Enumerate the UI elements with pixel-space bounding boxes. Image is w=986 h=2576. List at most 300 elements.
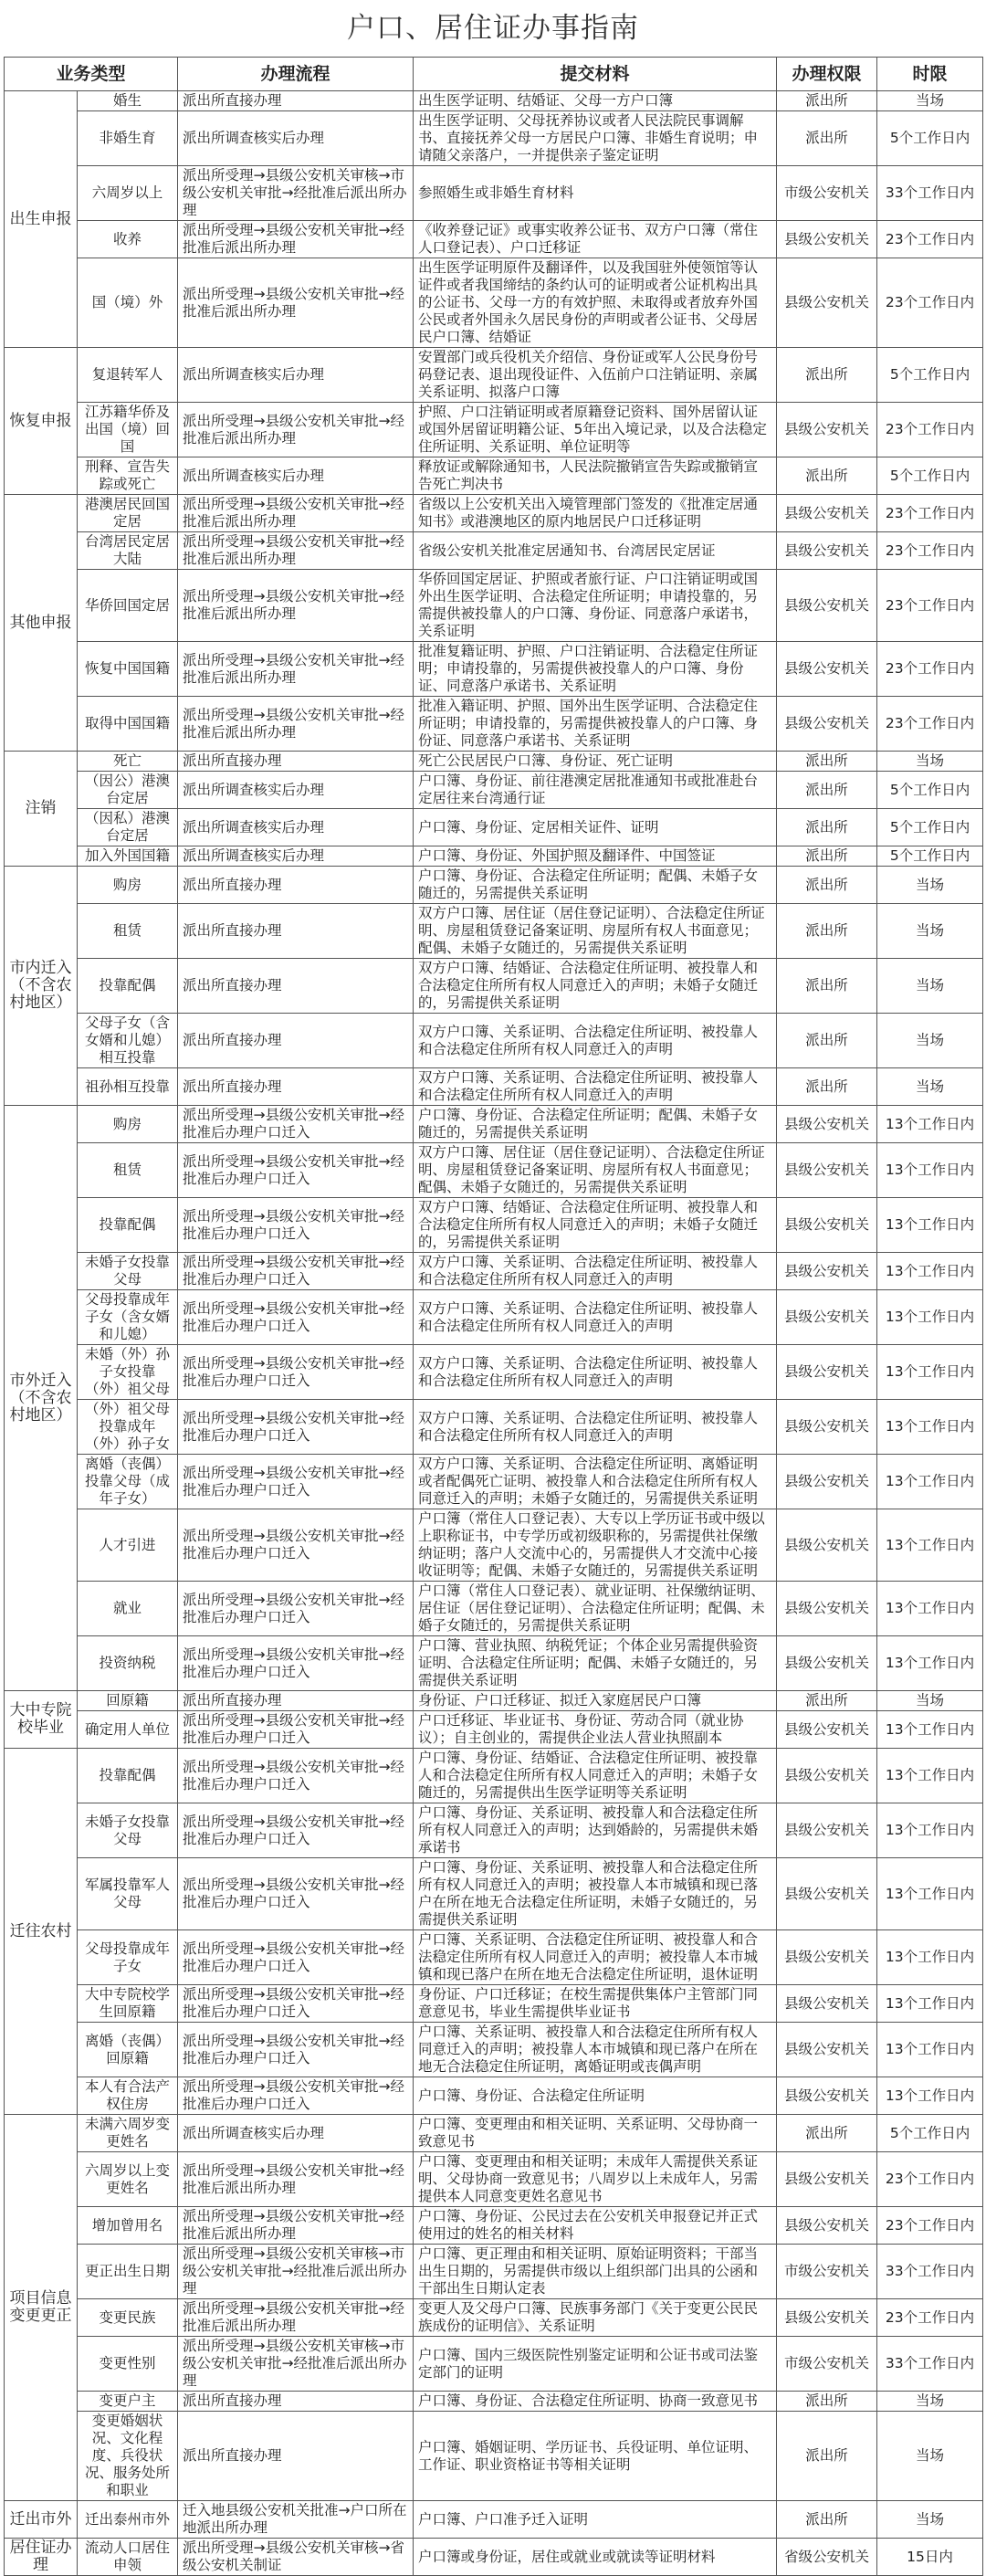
category-cell: 居住证办理 [5,2539,78,2576]
process-cell: 派出所受理→县级公安机关审批→经批准后办理户口迁入 [178,2077,414,2115]
materials-cell: 出生医学证明、结婚证、父母一方户口簿 [414,91,777,111]
process-cell: 派出所调查核实后办理 [178,772,414,809]
process-cell: 派出所直接办理 [178,91,414,111]
type-cell: 军属投靠军人父母 [78,1858,178,1930]
materials-cell: 户口迁移证、毕业证书、身份证、劳动合同（就业协议）；自主创业的，需提供企业法人营业执照副本 [414,1711,777,1749]
type-cell: 六周岁以上 [78,166,178,221]
process-cell: 派出所受理→县级公安机关审批→经批准后派出所办理 [178,570,414,642]
materials-cell: 户口簿、身份证、合法稳定住所证明 [414,2077,777,2115]
materials-cell: 双方户口簿、关系证明、合法稳定住所证明、被投靠人和合法稳定住所所有权人同意迁入的声明 [414,1290,777,1345]
process-cell: 派出所受理→县级公安机关审核→市级公安机关审批→经批准后派出所办理 [178,166,414,221]
materials-cell: 户口簿、身份证、合法稳定住所证明；配偶、未婚子女随迁的，另需提供关系证明 [414,1106,777,1143]
materials-cell: 双方户口簿、关系证明、合法稳定住所证明、被投靠人和合法稳定住所所有权人同意迁入的声明 [414,1400,777,1455]
materials-cell: 户口簿、身份证、外国护照及翻译件、中国签证 [414,846,777,867]
type-cell: 确定用人单位 [78,1711,178,1749]
authority-cell: 县级公安机关 [777,642,877,697]
materials-cell: 批准复籍证明、护照、户口注销证明、合法稳定住所证明；申请投靠的，另需提供被投靠人的户口簿、身份证、同意落户承诺书、关系证明 [414,642,777,697]
authority-cell: 县级公安机关 [777,2207,877,2245]
authority-cell: 派出所 [777,809,877,846]
table-row [5,221,983,258]
table-row [5,1068,983,1106]
type-cell: 迁出泰州市外 [78,2501,178,2539]
authority-cell: 市级公安机关 [777,166,877,221]
process-cell: 派出所受理→县级公安机关审批→经批准后办理户口迁入 [178,1345,414,1400]
table-row [5,91,983,111]
table-row [5,2152,983,2207]
process-cell: 派出所直接办理 [178,867,414,904]
time-limit-cell: 当场 [877,867,983,904]
materials-cell: 身份证、户口迁移证；在校生需提供集体户主管部门同意意见书，毕业生需提供毕业证书 [414,1985,777,2023]
table-row [5,772,983,809]
type-cell: 变更婚姻状况、文化程度、兵役状况、服务处所和职业 [78,2412,178,2501]
type-cell: （外）祖父母投靠成年（外）孙子女 [78,1400,178,1455]
time-limit-cell: 13个工作日内 [877,1198,983,1253]
materials-cell: 安置部门或兵役机关介绍信、身份证或军人公民身份号码登记表、退出现役证件、入伍前户口注销证明、亲属关系证明、拟落户口簿 [414,348,777,403]
type-cell: 父母投靠成年子女（含女婿和儿媳） [78,1290,178,1345]
materials-cell: 户口簿（常住人口登记表）、大专以上学历证书或中级以上职称证书，中专学历或初级职称的，另需提供社保缴纳证明；落户人交流中心的，另需提供人才交流中心接收证明等；配偶、未婚子女随迁的，另需提供关系证明 [414,1509,777,1582]
materials-cell: 双方户口簿、居住证（居住登记证明）、合法稳定住所证明、房屋租赁登记备案证明、房屋所有权人书面意见；配偶、未婚子女随迁的，另需提供关系证明 [414,904,777,959]
authority-cell: 县级公安机关 [777,1749,877,1803]
table-row [5,570,983,642]
table-row [5,1858,983,1930]
table-body [5,91,983,2576]
type-cell: 台湾居民定居大陆 [78,532,178,570]
authority-cell: 县级公安机关 [777,403,877,457]
materials-cell: 释放证或解除通知书，人民法院撤销宣告失踪或撤销宣告死亡判决书 [414,457,777,495]
materials-cell: 户口簿、身份证、合法稳定住所证明；配偶、未婚子女随迁的，另需提供关系证明 [414,867,777,904]
materials-cell: 户口簿、营业执照、纳税凭证；个体企业另需提供验资证明、合法稳定住所证明；配偶、未婚子女随迁的，另需提供关系证明 [414,1636,777,1691]
authority-cell: 县级公安机关 [777,2023,877,2077]
table-row [5,495,983,532]
type-cell: 未满六周岁变更姓名 [78,2115,178,2152]
materials-cell: 户口簿、身份证、合法稳定住所证明、协商一致意见书 [414,2392,777,2412]
table-row [5,532,983,570]
materials-cell: 户口簿、变更理由和相关证明、关系证明、父母协商一致意见书 [414,2115,777,2152]
authority-cell: 县级公安机关 [777,1509,877,1582]
process-cell: 派出所直接办理 [178,2392,414,2412]
type-cell: 大中专院校学生回原籍 [78,1985,178,2023]
time-limit-cell: 13个工作日内 [877,1711,983,1749]
table-row [5,1106,983,1143]
authority-cell: 县级公安机关 [777,495,877,532]
category-cell: 迁往农村 [5,1749,78,2115]
process-cell: 派出所受理→县级公安机关审批→经批准后办理户口迁入 [178,1253,414,1290]
time-limit-cell: 13个工作日内 [877,1582,983,1636]
materials-cell: 户口簿、国内三级医院性别鉴定证明和公证书或司法鉴定部门的证明 [414,2337,777,2392]
type-cell: 更正出生日期 [78,2245,178,2299]
process-cell: 派出所受理→县级公安机关审批→经批准后办理户口迁入 [178,1106,414,1143]
header-materials: 提交材料 [414,58,777,91]
type-cell: （因私）港澳台定居 [78,809,178,846]
category-cell: 迁出市外 [5,2501,78,2539]
type-cell: 购房 [78,1106,178,1143]
process-cell: 派出所受理→县级公安机关审核→市级公安机关审批→经批准后派出所办理 [178,2337,414,2392]
time-limit-cell: 当场 [877,904,983,959]
authority-cell: 县级公安机关 [777,1803,877,1858]
category-cell: 出生申报 [5,91,78,348]
materials-cell: 户口簿、婚姻证明、学历证书、兵役证明、单位证明、工作证、职业资格证书等相关证明 [414,2412,777,2501]
materials-cell: 户口簿、更正理由和相关证明、原始证明资料；干部当出生日期的，另需提供市级以上组织部门出具的公函和干部出生日期认定表 [414,2245,777,2299]
time-limit-cell: 13个工作日内 [877,1803,983,1858]
header-time-limit: 时限 [877,58,983,91]
header-row [5,58,983,91]
time-limit-cell: 23个工作日内 [877,495,983,532]
materials-cell: 出生医学证明、父母抚养协议或者人民法院民事调解书、直接抚养父母一方居民户口簿、非婚生育说明；申请随父亲落户，一并提供亲子鉴定证明 [414,111,777,166]
authority-cell: 县级公安机关 [777,2077,877,2115]
process-cell: 派出所受理→县级公安机关审批→经批准后办理户口迁入 [178,1198,414,1253]
process-cell: 派出所直接办理 [178,752,414,772]
process-cell: 派出所受理→县级公安机关审批→经批准后办理户口迁入 [178,2023,414,2077]
time-limit-cell: 23个工作日内 [877,2207,983,2245]
materials-cell: 变更人及父母户口簿、民族事务部门《关于变更公民民族成份的证明信》、关系证明 [414,2299,777,2337]
type-cell: 收养 [78,221,178,258]
type-cell: 投靠配偶 [78,1198,178,1253]
time-limit-cell: 当场 [877,91,983,111]
process-cell: 派出所调查核实后办理 [178,111,414,166]
type-cell: 变更户主 [78,2392,178,2412]
time-limit-cell: 23个工作日内 [877,403,983,457]
time-limit-cell: 23个工作日内 [877,697,983,752]
process-cell: 派出所调查核实后办理 [178,348,414,403]
table-row [5,2392,983,2412]
type-cell: 本人有合法产权住房 [78,2077,178,2115]
materials-cell: 户口簿、关系证明、被投靠人和合法稳定住所所有权人同意迁入的声明；被投靠人本市城镇和现已落户在所在地无合法稳定住所证明，离婚证明或丧偶声明 [414,2023,777,2077]
table-row [5,1253,983,1290]
time-limit-cell: 23个工作日内 [877,532,983,570]
process-cell: 派出所受理→县级公安机关审批→经批准后派出所办理 [178,403,414,457]
authority-cell: 派出所 [777,2392,877,2412]
time-limit-cell: 13个工作日内 [877,1636,983,1691]
process-cell: 派出所受理→县级公安机关审批→经批准后办理户口迁入 [178,1455,414,1509]
authority-cell: 派出所 [777,752,877,772]
table-row [5,1985,983,2023]
table-row [5,867,983,904]
authority-cell: 市级公安机关 [777,2245,877,2299]
materials-cell: 华侨回国定居证、护照或者旅行证、户口注销证明或国外出生医学证明、合法稳定住所证明；申请投靠的，另需提供被投靠人的户口簿、身份证、同意落户承诺书，关系证明 [414,570,777,642]
table-row [5,2299,983,2337]
type-cell: 刑释、宣告失踪或死亡 [78,457,178,495]
table-row [5,846,983,867]
time-limit-cell: 13个工作日内 [877,1253,983,1290]
materials-cell: 出生医学证明原件及翻译件，以及我国驻外使领馆等认证件或者我国缔结的条约认可的证明或者公证机构出具的公证书、父母一方的有效护照、未取得或者放弃外国公民或者外国永久居民身份的声明或者公证书、父母居民户口簿、结婚证 [414,258,777,348]
time-limit-cell: 13个工作日内 [877,1985,983,2023]
time-limit-cell: 当场 [877,2392,983,2412]
category-cell: 恢复申报 [5,348,78,495]
process-cell: 派出所受理→县级公安机关审批→经批准后办理户口迁入 [178,1509,414,1582]
process-cell: 派出所调查核实后办理 [178,457,414,495]
process-cell: 派出所受理→县级公安机关审批→经批准后派出所办理 [178,532,414,570]
process-cell: 派出所受理→县级公安机关审核→市级公安机关审批→经批准后派出所办理 [178,2245,414,2299]
time-limit-cell: 13个工作日内 [877,2023,983,2077]
page-title: 户口、居住证办事指南 [347,12,639,45]
process-cell: 派出所受理→县级公安机关审批→经批准后办理户口迁入 [178,1400,414,1455]
process-cell: 派出所受理→县级公安机关审批→经批准后办理户口迁入 [178,1930,414,1985]
materials-cell: 户口簿、关系证明、合法稳定住所证明、被投靠人和合法稳定住所所有权人同意迁入的声明；被投靠人本市城镇和现已落户在所在地无合法稳定住所证明，退休证明 [414,1930,777,1985]
process-cell: 派出所受理→县级公安机关审批→经批准后办理户口迁入 [178,1858,414,1930]
materials-cell: 双方户口簿、结婚证、合法稳定住所证明、被投靠人和合法稳定住所所有权人同意迁入的声明；未婚子女随迁的，另需提供关系证明 [414,1198,777,1253]
materials-cell: 户口簿、身份证、定居相关证件、证明 [414,809,777,846]
time-limit-cell: 13个工作日内 [877,2077,983,2115]
time-limit-cell: 33个工作日内 [877,2245,983,2299]
authority-cell: 县级公安机关 [777,1930,877,1985]
table-row [5,166,983,221]
materials-cell: 户口簿或身份证，居住或就业或就读等证明材料 [414,2539,777,2576]
materials-cell: 户口簿、身份证、关系证明、被投靠人和合法稳定住所所有权人同意迁入的声明；达到婚龄的，另需提供未婚承诺书 [414,1803,777,1858]
time-limit-cell: 15日内 [877,2539,983,2576]
type-cell: 离婚（丧偶）回原籍 [78,2023,178,2077]
process-cell: 派出所受理→县级公安机关审核→省级公安机关制证 [178,2539,414,2576]
materials-cell: 户口簿、变更理由和相关证明；未成年人需提供关系证明、父母协商一致意见书；八周岁以上未成年人，另需提供本人同意变更姓名意见书 [414,2152,777,2207]
table-row [5,2539,983,2576]
type-cell: 增加曾用名 [78,2207,178,2245]
process-cell: 派出所调查核实后办理 [178,2115,414,2152]
type-cell: 加入外国国籍 [78,846,178,867]
authority-cell: 派出所 [777,457,877,495]
time-limit-cell: 13个工作日内 [877,1858,983,1930]
materials-cell: 户口簿、身份证、结婚证、合法稳定住所证明、被投靠人和合法稳定住所所有权人同意迁入的声明；未婚子女随迁的，另需提供出生医学证明等关系证明 [414,1749,777,1803]
time-limit-cell: 13个工作日内 [877,1345,983,1400]
process-cell: 派出所受理→县级公安机关审批→经批准后派出所办理 [178,642,414,697]
table-row [5,2023,983,2077]
type-cell: 流动人口居住申领 [78,2539,178,2576]
materials-cell: 身份证、户口迁移证、拟迁入家庭居民户口簿 [414,1691,777,1711]
table-row [5,1636,983,1691]
table-row [5,1711,983,1749]
type-cell: 死亡 [78,752,178,772]
authority-cell: 县级公安机关 [777,1198,877,1253]
process-cell: 派出所受理→县级公安机关审批→经批准后办理户口迁入 [178,1290,414,1345]
materials-cell: 户口簿、身份证、前往港澳定居批准通知书或批准赴台定居往来台湾通行证 [414,772,777,809]
authority-cell: 派出所 [777,1691,877,1711]
materials-cell: 省级以上公安机关出入境管理部门签发的《批准定居通知书》或港澳地区的原内地居民户口迁移证明 [414,495,777,532]
type-cell: 江苏籍华侨及出国（境）回国 [78,403,178,457]
type-cell: 六周岁以上变更姓名 [78,2152,178,2207]
time-limit-cell: 5个工作日内 [877,457,983,495]
type-cell: 复退转军人 [78,348,178,403]
table-row [5,457,983,495]
header-authority: 办理权限 [777,58,877,91]
authority-cell: 县级公安机关 [777,697,877,752]
process-cell: 派出所调查核实后办理 [178,809,414,846]
process-cell: 派出所直接办理 [178,1068,414,1106]
type-cell: 租赁 [78,1143,178,1198]
authority-cell: 县级公安机关 [777,1345,877,1400]
table-row [5,1803,983,1858]
type-cell: 父母投靠成年子女 [78,1930,178,1985]
type-cell: 购房 [78,867,178,904]
authority-cell: 县级公安机关 [777,1455,877,1509]
time-limit-cell: 当场 [877,959,983,1014]
table-row [5,752,983,772]
type-cell: 未婚子女投靠父母 [78,1253,178,1290]
time-limit-cell: 当场 [877,2412,983,2501]
authority-cell: 县级公安机关 [777,2152,877,2207]
materials-cell: 《收养登记证》或事实收养公证书、双方户口簿（常住人口登记表）、户口迁移证 [414,221,777,258]
authority-cell: 派出所 [777,111,877,166]
type-cell: 投靠配偶 [78,1749,178,1803]
category-cell: 注销 [5,752,78,867]
materials-cell: 省级公安机关批准定居通知书、台湾居民定居证 [414,532,777,570]
table-row [5,258,983,348]
time-limit-cell: 5个工作日内 [877,111,983,166]
authority-cell: 派出所 [777,1068,877,1106]
type-cell: 租赁 [78,904,178,959]
type-cell: 未婚（外）孙子女投靠（外）祖父母 [78,1345,178,1400]
authority-cell: 派出所 [777,348,877,403]
table-row [5,1509,983,1582]
time-limit-cell: 23个工作日内 [877,258,983,348]
materials-cell: 双方户口簿、关系证明、合法稳定住所证明、被投靠人和合法稳定住所所有权人同意迁入的声明 [414,1253,777,1290]
process-cell: 派出所受理→县级公安机关审批→经批准后办理户口迁入 [178,1985,414,2023]
materials-cell: 双方户口簿、居住证（居住登记证明）、合法稳定住所证明、房屋租赁登记备案证明、房屋所有权人书面意见；配偶、未婚子女随迁的，另需提供关系证明 [414,1143,777,1198]
process-cell: 派出所直接办理 [178,1014,414,1068]
time-limit-cell: 13个工作日内 [877,1509,983,1582]
type-cell: 回原籍 [78,1691,178,1711]
table-row [5,904,983,959]
authority-cell: 派出所 [777,1014,877,1068]
authority-cell: 派出所 [777,904,877,959]
authority-cell: 派出所 [777,2501,877,2539]
type-cell: （因公）港澳台定居 [78,772,178,809]
materials-cell: 双方户口簿、关系证明、合法稳定住所证明、被投靠人和合法稳定住所所有权人同意迁入的声明 [414,1345,777,1400]
type-cell: 国（境）外 [78,258,178,348]
type-cell: 就业 [78,1582,178,1636]
authority-cell: 县级公安机关 [777,1143,877,1198]
authority-cell: 县级公安机关 [777,221,877,258]
table-row [5,2412,983,2501]
authority-cell: 县级公安机关 [777,1858,877,1930]
table-row [5,1582,983,1636]
time-limit-cell: 当场 [877,1068,983,1106]
process-cell: 派出所受理→县级公安机关审批→经批准后派出所办理 [178,697,414,752]
authority-cell: 省级公安机关 [777,2539,877,2576]
category-cell: 市外迁入（不含农村地区） [5,1106,78,1691]
table-row [5,2207,983,2245]
table-row [5,2115,983,2152]
authority-cell: 县级公安机关 [777,1290,877,1345]
materials-cell: 户口簿、身份证、公民过去在公安机关申报登记并正式使用过的姓名的相关材料 [414,2207,777,2245]
category-cell: 市内迁入（不含农村地区） [5,867,78,1106]
authority-cell: 派出所 [777,2115,877,2152]
process-cell: 派出所调查核实后办理 [178,846,414,867]
table-row [5,1691,983,1711]
table-row [5,1400,983,1455]
table-row [5,403,983,457]
materials-cell: 双方户口簿、结婚证、合法稳定住所证明、被投靠人和合法稳定住所所有权人同意迁入的声明；未婚子女随迁的，另需提供关系证明 [414,959,777,1014]
type-cell: 婚生 [78,91,178,111]
time-limit-cell: 5个工作日内 [877,2115,983,2152]
table-row [5,697,983,752]
guide-table [4,57,983,2576]
time-limit-cell: 当场 [877,1691,983,1711]
time-limit-cell: 33个工作日内 [877,166,983,221]
process-cell: 派出所受理→县级公安机关审批→经批准后办理户口迁入 [178,1143,414,1198]
table-row [5,2501,983,2539]
time-limit-cell: 23个工作日内 [877,642,983,697]
time-limit-cell: 5个工作日内 [877,809,983,846]
table-row [5,2245,983,2299]
category-cell: 项目信息变更更正 [5,2115,78,2501]
authority-cell: 县级公安机关 [777,1985,877,2023]
materials-cell: 双方户口簿、关系证明、合法稳定住所证明、离婚证明或者配偶死亡证明、被投靠人和合法稳定住所所有权人同意迁入的声明；未婚子女随迁的，另需提供关系证明 [414,1455,777,1509]
time-limit-cell: 23个工作日内 [877,570,983,642]
process-cell: 派出所受理→县级公安机关审批→经批准后办理户口迁入 [178,1636,414,1691]
table-row [5,1930,983,1985]
type-cell: 变更性别 [78,2337,178,2392]
time-limit-cell: 23个工作日内 [877,2152,983,2207]
type-cell: 投资纳税 [78,1636,178,1691]
process-cell: 派出所直接办理 [178,959,414,1014]
materials-cell: 双方户口簿、关系证明、合法稳定住所证明、被投靠人和合法稳定住所所有权人同意迁入的声明 [414,1068,777,1106]
authority-cell: 县级公安机关 [777,570,877,642]
time-limit-cell: 13个工作日内 [877,1455,983,1509]
process-cell: 派出所直接办理 [178,1691,414,1711]
materials-cell: 户口簿（常住人口登记表）、就业证明、社保缴纳证明、居住证（居住登记证明）、合法稳定住所证明；配偶、未婚子女随迁的，另需提供关系证明 [414,1582,777,1636]
materials-cell: 户口簿、身份证、关系证明、被投靠人和合法稳定住所所有权人同意迁入的声明；被投靠人本市城镇和现已落户在所在地无合法稳定住所证明，未婚子女随迁的，另需提供关系证明 [414,1858,777,1930]
type-cell: 投靠配偶 [78,959,178,1014]
authority-cell: 县级公安机关 [777,532,877,570]
time-limit-cell: 13个工作日内 [877,1400,983,1455]
time-limit-cell: 33个工作日内 [877,2337,983,2392]
time-limit-cell: 5个工作日内 [877,846,983,867]
authority-cell: 派出所 [777,772,877,809]
type-cell: 未婚子女投靠父母 [78,1803,178,1858]
materials-cell: 双方户口簿、关系证明、合法稳定住所证明、被投靠人和合法稳定住所所有权人同意迁入的声明 [414,1014,777,1068]
header-business-type: 业务类型 [5,58,178,91]
authority-cell: 县级公安机关 [777,258,877,348]
process-cell: 派出所受理→县级公安机关审批→经批准后派出所办理 [178,495,414,532]
category-cell: 其他申报 [5,495,78,752]
type-cell: 父母子女（含女婿和儿媳）相互投靠 [78,1014,178,1068]
table-row [5,2337,983,2392]
table-row [5,1143,983,1198]
process-cell: 派出所受理→县级公安机关审批→经批准后派出所办理 [178,2299,414,2337]
process-cell: 派出所直接办理 [178,904,414,959]
materials-cell: 死亡公民居民户口簿、身份证、死亡证明 [414,752,777,772]
type-cell: 离婚（丧偶）投靠父母（成年子女） [78,1455,178,1509]
time-limit-cell: 13个工作日内 [877,1290,983,1345]
process-cell: 派出所受理→县级公安机关审批→经批准后派出所办理 [178,221,414,258]
type-cell: 变更民族 [78,2299,178,2337]
authority-cell: 派出所 [777,867,877,904]
time-limit-cell: 13个工作日内 [877,1143,983,1198]
time-limit-cell: 13个工作日内 [877,1106,983,1143]
type-cell: 取得中国国籍 [78,697,178,752]
table-row [5,1345,983,1400]
table-row [5,959,983,1014]
authority-cell: 市级公安机关 [777,2337,877,2392]
process-cell: 派出所受理→县级公安机关审批→经批准后派出所办理 [178,2152,414,2207]
authority-cell: 派出所 [777,2412,877,2501]
time-limit-cell: 5个工作日内 [877,348,983,403]
authority-cell: 县级公安机关 [777,1253,877,1290]
process-cell: 派出所受理→县级公安机关审批→经批准后办理户口迁入 [178,1803,414,1858]
category-cell: 大中专院校毕业 [5,1691,78,1749]
process-cell: 派出所受理→县级公安机关审批→经批准后办理户口迁入 [178,1582,414,1636]
materials-cell: 户口簿、户口准予迁入证明 [414,2501,777,2539]
table-row [5,2077,983,2115]
authority-cell: 县级公安机关 [777,2299,877,2337]
table-row [5,111,983,166]
process-cell: 派出所受理→县级公安机关审批→经批准后派出所办理 [178,258,414,348]
authority-cell: 县级公安机关 [777,1636,877,1691]
time-limit-cell: 5个工作日内 [877,772,983,809]
time-limit-cell: 当场 [877,752,983,772]
table-row [5,1014,983,1068]
table-row [5,809,983,846]
time-limit-cell: 23个工作日内 [877,2299,983,2337]
table-row [5,1290,983,1345]
